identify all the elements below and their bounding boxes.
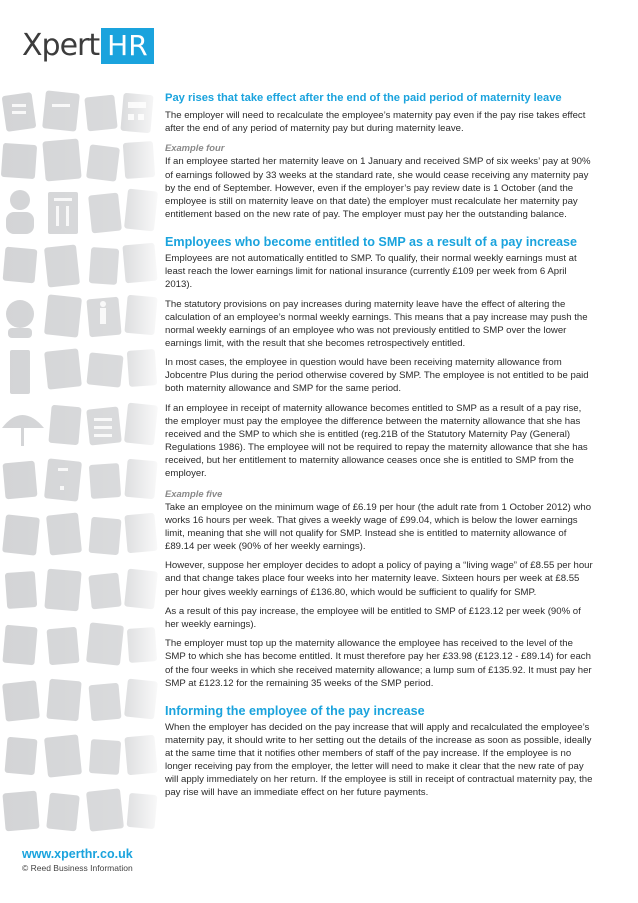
paragraph: Take an employee on the minimum wage of £6.19 per hour (the adult rate from 1 October 2012) who works 16 hours per week. That gives a weekly wage of £99.04, which is below the lower earnings limit, meaning that she will not qualify for SMP. Instead she is entitled to maternity allowance of £89.14 per week (90% of her weekly earnings). (165, 501, 592, 552)
paragraph: Employees are not automatically entitled to SMP. To qualify, their normal weekly earnings must at least reach the lower earnings limit for national insurance (currently £109 per week from 6 April 2013). (165, 252, 577, 291)
decorative-icon-sidebar (0, 88, 160, 848)
paragraph: When the employer has decided on the pay increase that will apply and recalculated the employee’s maternity pay, it should write to her setting out the details of the increase as soon as possible, ideally at the same time that it notifies other members of staff of the pay increase. If the employee is no longer receiving pay from the employer, the letter will need to make it clear that the new rate of pay will apply immediately on her return. If the employee is still in receipt of contractual maternity pay, the pay rise will have an immediate effect on her future payments. (165, 721, 593, 799)
paragraph: As a result of this pay increase, the employee will be entitled to SMP of £123.12 per week (90% of her weekly earnings). (165, 605, 581, 630)
heading-pay-rises-after-paid-period: Pay rises that take effect after the end of the paid period of maternity leave (165, 92, 562, 104)
paragraph: The employer will need to recalculate the employee’s maternity pay even if the pay rise takes effect after the end of any period of maternity pay but during maternity leave. (165, 110, 586, 135)
footer (22, 846, 133, 874)
heading-informing-employee: Informing the employee of the pay increase (165, 703, 425, 718)
paragraph: The employer must top up the maternity allowance the employee has received to the level of the SMP to which she has become entitled. It must therefore pay her £33.98 (£123.12 - £89.14) for each of the four weeks in which she received maternity allowance; a lump sum of £135.92. It must pay her SMP at £123.12 for the remaining 35 weeks of the SMP period. (165, 638, 592, 689)
paragraph: The statutory provisions on pay increases during maternity leave have the effect of altering the calculation of an employee’s normal weekly earnings. This means that a pay increase may push the normal weekly earnings of an employee who was not previously entitled to SMP over the lower earnings limit, with the result that she becomes retrospectively entitled. (165, 298, 588, 349)
example-five-label: Example five (165, 487, 223, 499)
logo-wordmark: Xpert (22, 28, 100, 63)
heading-employees-become-entitled: Employees who become entitled to SMP as a result of a pay increase (165, 234, 578, 249)
sidebar-icon-grid (0, 88, 160, 848)
website-link[interactable]: www.xperthr.co.uk (22, 847, 133, 861)
paragraph: If an employee in receipt of maternity allowance becomes entitled to SMP as a result of a pay rise, the employer must pay the employee the difference between the maternity allowance that she has received and the SMP to which she is entitled (reg.21B of the Statutory Maternity Pay (General) Regulations 1986). The employee will not be required to repay the maternity allowance that she has received, but her entitlement to maternity allowance ceases once she is entitled to SMP from the employer. (165, 402, 588, 480)
copyright-text: © Reed Business Information (22, 863, 133, 873)
xperthr-logo (22, 26, 154, 66)
example-four-label: Example four (165, 142, 225, 154)
paragraph: If an employee started her maternity leave on 1 January and received SMP of six weeks’ pay at 90% of earnings followed by 33 weeks at the standard rate, she would cease receiving any maternity pay by the end of September. However, even if the employer’s pay review date is 1 October (and the employee is still on maternity leave on that date) the employer must recalculate her maternity pay entitlement based on the new rate of pay. The employer must pay her the outstanding balance. (165, 156, 591, 220)
paragraph: In most cases, the employee in question would have been receiving maternity allowance from Jobcentre Plus during the period otherwise covered by SMP. The employee is not entitled to be paid both maternity allowance and SMP for the same period. (165, 357, 589, 395)
logo-hr-badge: HR (101, 28, 154, 64)
article-body (165, 91, 593, 806)
paragraph: However, suppose her employer decides to adopt a policy of paying a “living wage” of £8.55 per hour and that change takes place four weeks into her maternity leave. Sixteen hours per week at £8.55 per hour gives weekly earnings of £136.80, which would be sufficient to qualify for SMP. (165, 560, 593, 598)
